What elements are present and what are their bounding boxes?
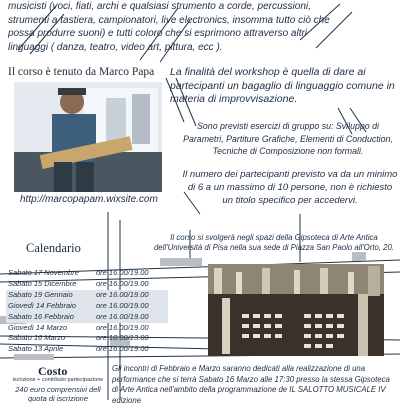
calendar-date: Sabato 13 Aprile bbox=[8, 344, 64, 354]
esercizi-text: Sono previsti esercizi di gruppo su: Sviluppo di Parametri, Partiture Grafiche, Elementi di Conduction, Tecniche di Composizione non formali. bbox=[183, 121, 393, 156]
finalita-text: La finalità del workshop è quella di dare ai partecipanti un bagaglio di linguaggio comune in materia di improvvisazione. bbox=[170, 66, 395, 105]
calendar-title: Calendario bbox=[26, 241, 81, 255]
calendar-row bbox=[6, 301, 168, 312]
calendar-row bbox=[6, 290, 168, 301]
cost-price: 240 euro comprensivi dell quota di iscrizione bbox=[15, 385, 101, 403]
calendar-time: ore 16.00/19.00 bbox=[96, 278, 149, 288]
calendar-row bbox=[6, 312, 168, 323]
calendar-row bbox=[6, 323, 168, 334]
calendar-date: Sabato 17 Novembre bbox=[8, 268, 79, 277]
calendar-date: Sabato 16 Febbraio bbox=[8, 311, 74, 321]
teacher-photo bbox=[14, 82, 162, 192]
decor-bar bbox=[160, 258, 202, 266]
calendar-date: Sabato 16 Marzo bbox=[8, 333, 66, 343]
calendar-time: ore 16.00/19.00 bbox=[96, 344, 149, 354]
calendar-time: ore 16.00/19.00 bbox=[96, 311, 149, 321]
cost-subtitle: iscrizione + contributo partecipazione bbox=[12, 377, 104, 383]
venue-photo bbox=[208, 264, 384, 356]
cost-title: Costo bbox=[38, 364, 68, 378]
decor-bar bbox=[352, 252, 366, 261]
calendar-date: Sabato 15 Dicembre bbox=[8, 278, 77, 288]
calendar-time: ore 16.00/19.00 bbox=[96, 268, 149, 277]
calendar-date: Sabato 19 Gennaio bbox=[8, 289, 73, 299]
venue-text: Il corso si svolgerà negli spazi della Gipsoteca di Arte Antica dell'Università di Pisa nella sua sede di Piazza San Paolo all'Orto, 20. bbox=[153, 233, 395, 252]
calendar-time: ore 10.00/13.00 bbox=[96, 333, 149, 343]
participants-text: Il numero dei partecipanti previsto va da un minimo di 6 a un massimo di 10 persone, non è richiesto un titolo specifico per accedervi. bbox=[182, 169, 398, 206]
calendar-row bbox=[6, 344, 168, 355]
calendar-time: ore 16.00/19.00 bbox=[96, 322, 149, 332]
calendar-date: Giovedì 14 Febbraio bbox=[8, 300, 76, 310]
calendar-row bbox=[6, 279, 168, 290]
calendar-date: Giovedì 14 Marzo bbox=[8, 322, 68, 332]
calendar-row bbox=[6, 333, 168, 344]
calendar-row bbox=[6, 268, 168, 279]
intro-text: musicisti (voci, fiati, archi e qualsiasi strumento a corde, percussioni, strumenti a tastiera, campionatori, live electronics, insomma tutto ciò che possa produrre suoni) e tutti coloro che si esprimono attraverso altri linguaggi ( danza, teatro, video art, pittura, ecc ). bbox=[8, 1, 330, 53]
teacher-heading: Il corso è tenuto da Marco Papa bbox=[8, 66, 155, 78]
calendar-time: ore 16.00/19.00 bbox=[96, 289, 149, 299]
website-link[interactable]: http://marcopapam.wixsite.com bbox=[20, 194, 158, 205]
calendar-time: ore 16.00/19.00 bbox=[96, 300, 149, 310]
performance-text: Gli incontri di Febbraio e Marzo saranno dedicati alla realizzazione di una performance che si terrà Sabato 16 Marzo alle 17:30 presso la stessa Gipsoteca di Arte Antica nell'ambito della programmazione de IL SALOTTO MUSICALE IV edizione bbox=[112, 364, 390, 405]
